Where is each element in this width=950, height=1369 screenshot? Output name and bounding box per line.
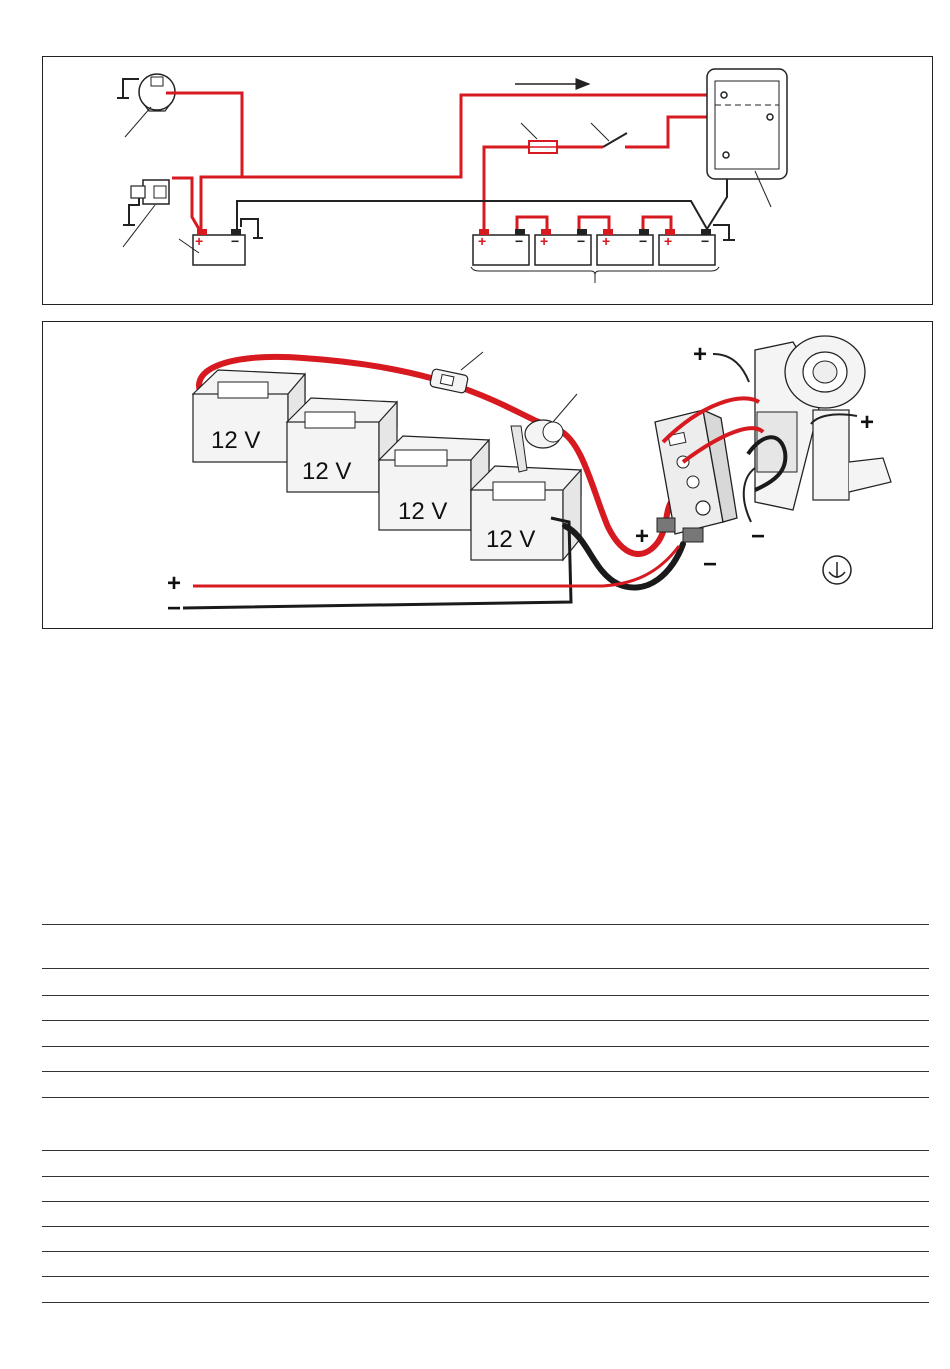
table-rule [42,1302,929,1303]
battery-bank [471,229,719,283]
wiring-illustration [43,322,932,628]
table-rule [42,1020,929,1021]
table-rule [42,1251,929,1252]
minus-label: − [167,595,182,622]
table-rule [42,1046,929,1047]
negative-wiring [237,157,735,240]
battery-plus-label: + [195,233,204,249]
plus-label: + [167,570,182,597]
table-rule [42,1071,929,1072]
battery-voltage-label: 12 V [211,427,261,454]
starting-battery [179,229,245,265]
battery-voltage-label: 12 V [486,526,536,553]
battery-plus-label: + [540,233,549,249]
battery-plus-label: + [602,233,611,249]
table-rule [42,1201,929,1202]
positive-wiring [166,93,770,229]
battery-voltage-label: 12 V [398,498,448,525]
wiring-schematic-panel [42,56,933,305]
battery-plus-label: + [478,233,487,249]
table-rule [42,924,929,925]
table-rule [42,1226,929,1227]
table-rule [42,1176,929,1177]
fuse-icon [430,352,483,394]
switch-icon [591,123,627,147]
negative-cable [565,526,683,588]
table-rule [42,995,929,996]
starter-motor-icon [123,180,169,247]
controller-minus-label: − [703,551,718,578]
alternator-icon [117,74,175,137]
motor-plus-label: + [693,341,708,368]
battery-minus-label: − [577,233,586,249]
battery-minus-label: − [515,233,524,249]
battery-minus-label: − [701,233,710,249]
battery-minus-label: − [639,233,648,249]
table-rule [42,1097,929,1098]
table-rule [42,1276,929,1277]
control-panel-box [707,69,787,207]
motor-plus-label: + [860,409,875,436]
controller-plus-label: + [635,523,650,550]
wiring-schematic [43,57,932,304]
table-rule [42,1150,929,1151]
anchor-icon [823,556,851,584]
battery-plus-label: + [664,233,673,249]
battery-4 [471,466,581,560]
battery-voltage-label: 12 V [302,458,352,485]
battery-minus-label: − [231,233,240,249]
wiring-illustration-panel [42,321,933,629]
table-rule [42,968,929,969]
motor-minus-label: − [751,523,766,550]
